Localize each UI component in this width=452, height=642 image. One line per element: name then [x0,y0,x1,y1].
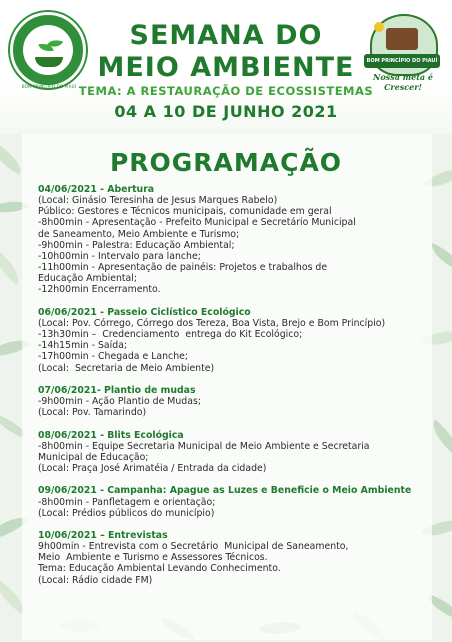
title-line-1: SEMANA DO [129,20,323,51]
event-line: Educação Ambiental; [38,273,137,285]
event-line: -10h00min - Intervalo para lanche; [38,250,201,262]
event-dates: 04 A 10 DE JUNHO 2021 [114,102,338,121]
schedule-list [38,184,430,597]
event-heading: 08/06/2021 - Blits Ecológica [38,429,184,441]
event-line: Meio Ambiente e Turismo e Assessores Técnicos. [38,552,268,564]
event-line: 9h00min - Entrevista com o Secretário Municipal de Saneamento, [38,541,349,553]
theme-subtitle: TEMA: A RESTAURAÇÃO DE ECOSSISTEMAS [78,84,374,98]
building-icon [386,28,418,50]
event-line: (Local: Pov. Córrego, Córrego dos Tereza, Boa Vista, Brejo e Bom Princípio) [38,317,386,329]
event-line: (Local: Pov. Tamarindo) [38,407,147,419]
section-title: PROGRAMAÇÃO [109,148,343,177]
schedule-event [38,485,430,518]
event-heading: 04/06/2021 - Abertura [38,184,155,195]
schedule-event [38,530,430,586]
schedule-event [38,184,430,296]
event-line: -11h00min - Apresentação de painéis: Projetos e trabalhos de [38,262,328,274]
left-emblem-caption: BOM PRINCÍPIO DO PIAUÍ [21,84,77,89]
event-line: -9h00min - Palestra: Educação Ambiental; [38,239,235,251]
logo-tagline: Nossa meta é Crescer! [373,72,433,92]
event-line: Tema: Educação Ambiental Levando Conhecimento. [38,563,281,575]
logo-banner: BOM PRINCÍPIO DO PIAUÍ [364,54,440,68]
schedule-event [38,430,430,475]
event-line: Público: Gestores e Técnicos municipais, comunidade em geral [38,206,332,218]
header [0,0,452,134]
event-line: (Local: Prédios públicos do município) [38,507,215,519]
event-heading: 10/06/2021 – Entrevistas [38,530,168,541]
event-line: -8h00min - Equipe Secretaria Municipal de Meio Ambiente e Secretaria [38,440,370,452]
event-heading: 06/06/2021 - Passeio Ciclístico Ecológico [38,306,251,318]
event-line: (Local: Ginásio Teresinha de Jesus Marques Rabelo) [38,195,278,207]
event-line: (Local: Secretaria de Meio Ambiente) [38,362,215,374]
event-line: -8h00min - Apresentação - Prefeito Municipal e Secretário Municipal [38,217,356,229]
sun-icon [374,22,384,32]
event-line: Municipal de Educação; [38,451,149,463]
event-line: (Local: Rádio cidade FM) [38,574,153,586]
event-heading: 07/06/2021- Plantio de mudas [38,384,196,396]
event-line: de Saneamento, Meio Ambiente e Turismo; [38,228,240,240]
event-line: -14h15min - Saída; [38,340,128,352]
event-line: (Local: Praça José Arimatéia / Entrada da cidade) [38,463,267,474]
schedule-event [38,385,430,418]
schedule-event [38,307,430,374]
event-line: -12h00min Encerramento. [38,284,161,296]
event-line: -17h00min - Chegada e Lanche; [38,351,189,363]
event-line: -9h00min - Ação Plantio de Mudas; [38,396,201,408]
title-line-2: MEIO AMBIENTE [97,52,355,83]
event-line: -13h30min – Credenciamento entrega do Kit Ecológico; [38,329,303,341]
municipality-logo-icon [362,14,444,92]
event-heading: 09/06/2021 - Campanha: Apague as Luzes e Beneficie o Meio Ambiente [38,485,412,497]
event-line: -8h00min - Panfletagem e orientação; [38,496,216,508]
